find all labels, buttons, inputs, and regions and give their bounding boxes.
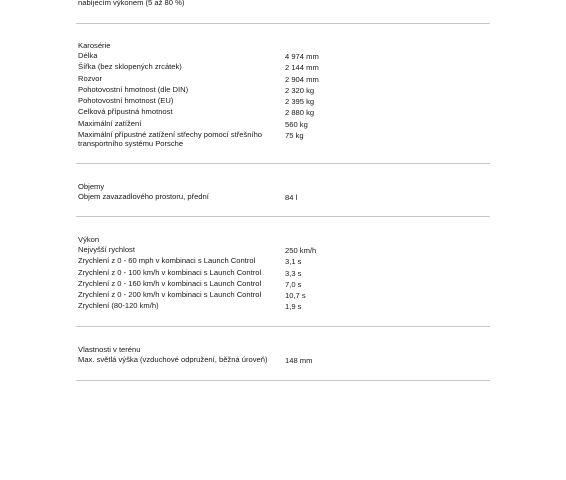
spec-value: 560 kg [285,119,308,129]
spec-value: 2 904 mm [285,74,319,84]
section-vykon [78,235,490,314]
section-title: Vlastnosti v terénu [78,345,141,354]
spec-value: 10,7 s [285,291,306,301]
spec-value: 3,3 s [285,268,302,278]
section-divider [76,326,490,327]
spec-label: Rozvor [78,73,103,83]
spec-row [78,356,490,367]
section-divider [76,163,490,164]
section-title: Karosérie [78,41,111,50]
spec-label: Nejvyšší rychlost [78,245,135,254]
spec-label: Zrychlení z 0 - 100 km/h v kombinaci s Launch Control [78,267,262,277]
spec-label: Zrychlení z 0 - 60 mph v kombinaci s Launch Control [78,256,256,266]
spec-label: Šířka (bez sklopených zrcátek) [78,62,182,72]
spec-value: 2 880 kg [285,108,315,118]
spec-row [78,257,490,268]
spec-value: 3,1 s [285,257,302,267]
spec-row [78,302,490,313]
spec-value: 250 km/h [285,246,317,255]
spec-row [78,131,490,151]
section-divider [76,380,490,381]
spec-value: 7,0 s [285,279,302,289]
spec-label: Maximální přípustné zatížení střechy pomocí střešního transportního systému Porsche [78,130,263,148]
section-karoserie [78,41,490,151]
spec-value: 2 144 mm [285,63,319,73]
spec-value: 4 974 mm [285,52,319,61]
spec-label: Objem zavazadlového prostoru, přední [78,192,209,201]
spec-value: 1,9 s [285,302,302,312]
spec-label: Celková přípustná hmotnost [78,107,173,117]
section-objemy [78,182,490,204]
spec-label: Pohotovostní hmotnost (EU) [78,96,174,106]
spec-label: Zrychlení (80-120 km/h) [78,301,159,311]
spec-value: 84 l [285,193,298,202]
spec-label: Maximální zatížení [78,118,142,128]
spec-label: Zrychlení z 0 - 200 km/h v kombinaci s Launch Control [78,290,262,300]
spec-value: 2 320 kg [285,85,315,95]
spec-label: Délka [78,51,98,60]
section-divider [76,216,490,217]
section-title: Objemy [78,182,105,191]
spec-label: Max. světlá výška (vzduchové odpružení, běžná úroveň) [78,355,268,364]
spec-value: 75 kg [285,131,304,141]
section-teren [78,345,490,367]
spec-label: Zrychlení z 0 - 160 km/h v kombinaci s Launch Control [78,278,262,288]
spec-row [78,193,490,204]
spec-value: 2 395 kg [285,97,315,107]
spec-row [78,63,490,74]
section-divider [76,23,490,24]
spec-value: 148 mm [285,356,313,365]
section-title: Výkon [78,235,100,244]
spec-label: Pohotovostní hmotnost (dle DIN) [78,84,189,94]
charging-note-fragment: nabíjecím výkonem (5 až 80 %) [78,0,185,7]
